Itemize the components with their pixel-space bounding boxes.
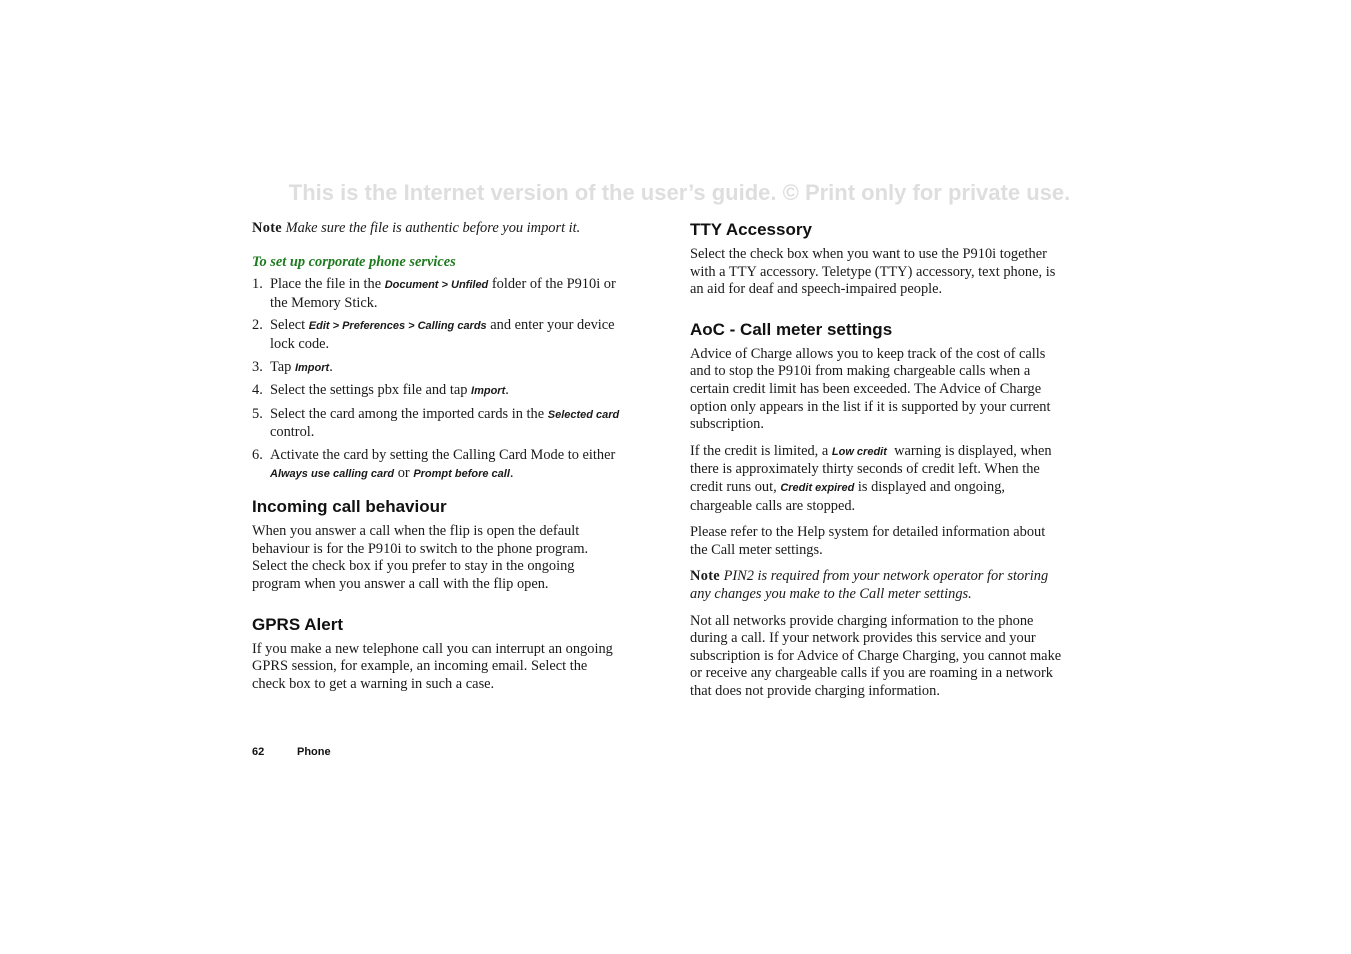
section-heading: Incoming call behaviour (252, 497, 447, 517)
note (252, 220, 624, 238)
right-column (690, 220, 1062, 709)
section-text: When you answer a call when the flip is open the default behaviour is for the P910i to switch to the phone program. Select the check box if you prefer to stay in the ongoing program when you answer a call with the flip open. (252, 523, 589, 592)
option-name: Always use calling card (270, 467, 395, 480)
list-item: 6. Activate the card by setting the Calling Card Mode to either Always use calling card or Prompt before call. (252, 446, 616, 481)
left-column (252, 220, 624, 710)
note (690, 568, 1062, 603)
incoming-section (252, 497, 624, 593)
aoc-section (690, 320, 1062, 701)
procedure-title: To set up corporate phone services (252, 253, 456, 270)
section-heading: TTY Accessory (690, 220, 812, 239)
page-footer (252, 746, 331, 758)
list-item: 1. Place the file in the Document > Unfiled folder of the P910i or the Memory Stick. (252, 276, 616, 311)
note-label: Note (252, 220, 282, 236)
menu-path: Edit > Preferences > Calling cards (308, 320, 487, 333)
section-text: If you make a new telephone call you can interrupt an ongoing GPRS session, for example, an incoming email. Select the check box to get a warning in such a case. (252, 640, 613, 692)
option-name: Prompt before call (413, 467, 510, 480)
tty-section (690, 220, 1062, 299)
section-text: Advice of Charge allows you to keep track of the cost of calls and to stop the P910i from making chargeable calls when a certain credit limit has been exceeded. The Advice of Charge option only appears in the list if it is supported by your current subscription. (690, 345, 1051, 433)
watermark: This is the Internet version of the user’s guide. © Print only for private use. (288, 180, 1071, 205)
section-text: Not all networks provide charging information to the phone during a call. If your network provides this service and your subscription is for Advice of Charge Charging, you cannot make or receive any chargeable calls if you are roaming in a network that does not provide charging information. (690, 612, 1062, 699)
command-name: Import (294, 361, 330, 374)
gprs-section (252, 615, 624, 694)
section-heading: AoC - Call meter settings (690, 319, 893, 339)
status-message: Credit expired (780, 481, 855, 494)
command-name: Import (471, 385, 506, 398)
section-text: Select the check box when you want to use the P910i together with a TTY accessory. Teletype (TTY) accessory, text phone, is an aid for deaf and speech-impaired people. (690, 246, 1056, 298)
section-heading: GPRS Alert (252, 614, 344, 634)
section-text: Please refer to the Help system for detailed information about the Call meter settings. (690, 524, 1046, 558)
list-item: 4. Select the settings pbx file and tap Import. (252, 382, 509, 399)
section-name: Phone (297, 746, 331, 758)
list-item: 3. Tap Import. (252, 358, 333, 375)
page-number: 62 (252, 746, 265, 758)
note-label: Note (690, 568, 720, 585)
list-item: 5. Select the card among the imported cards in the Selected card control. (252, 405, 620, 441)
menu-path: Document > Unfiled (384, 279, 489, 292)
section-text: If the credit is limited, a Low credit warning is displayed, when there is approximately thirty seconds of credit left. When the credit runs out, Credit expired is displayed and ongoing, chargeable calls are stopped. (690, 442, 1056, 514)
note-text: Make sure the file is authentic before you import it. (285, 220, 581, 236)
control-name: Selected card (547, 408, 620, 421)
note-text: PIN2 is required from your network operator for storing any changes you make to the Call meter settings. (690, 568, 1049, 602)
steps-list (252, 276, 624, 483)
status-message: Low credit (831, 445, 887, 458)
list-item: 2. Select Edit > Preferences > Calling cards and enter your device lock code. (252, 317, 615, 352)
